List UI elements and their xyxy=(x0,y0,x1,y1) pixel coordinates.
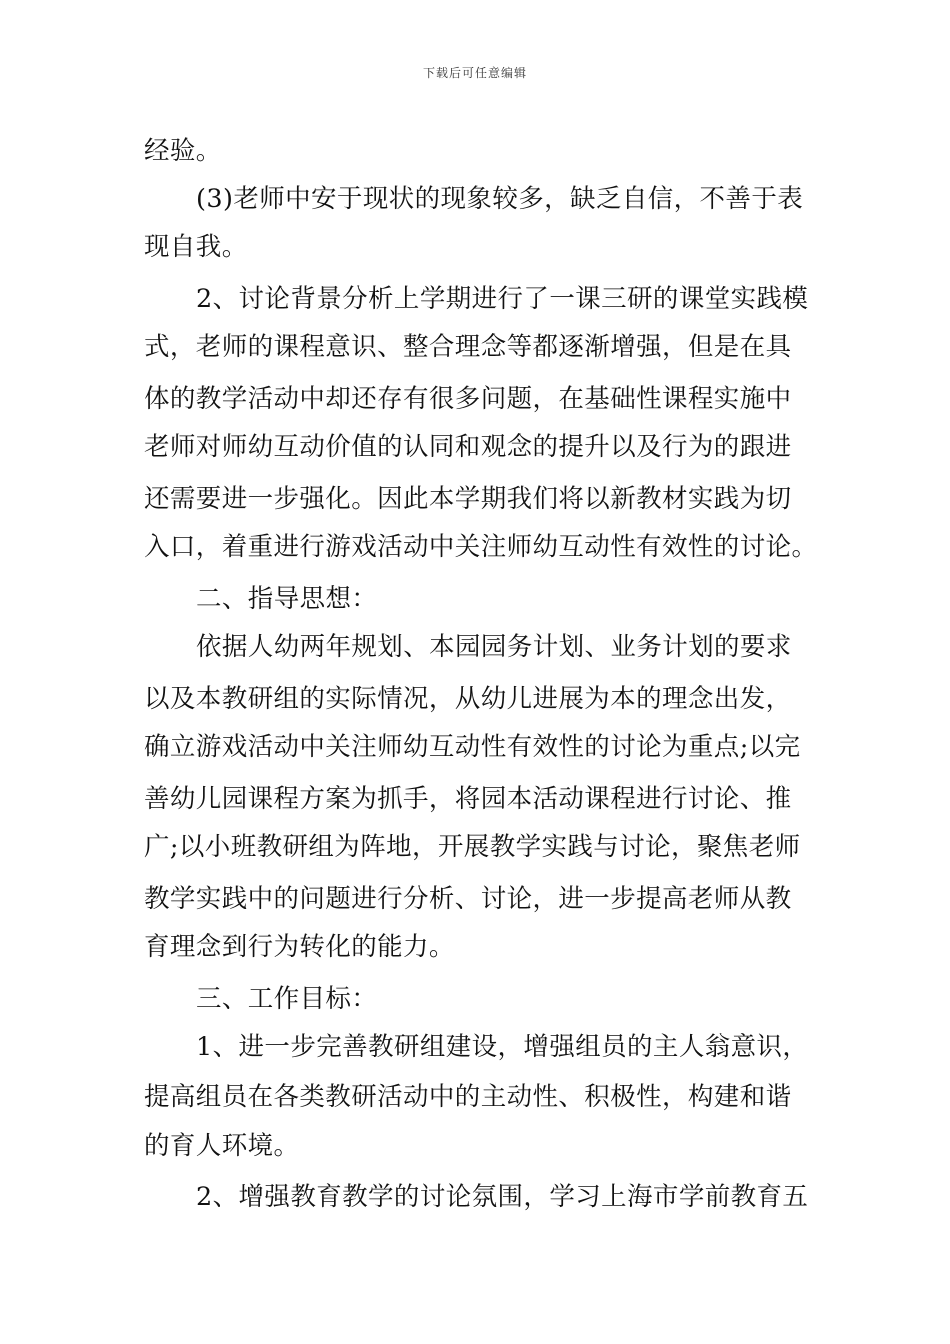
text-line: 育理念到行为转化的能力。 xyxy=(144,932,455,962)
text-line: 2、增强教育教学的讨论氛围，学习上海市学前教育五 xyxy=(196,1182,809,1212)
text-line: 教学实践中的问题进行分析、讨论，进一步提高老师从教 xyxy=(144,884,792,914)
text-line: (3)老师中安于现状的现象较多，缺乏自信，不善于表 xyxy=(196,184,804,214)
text-line: 的育人环境。 xyxy=(144,1131,300,1161)
text-line: 2、讨论背景分析上学期进行了一课三研的课堂实践模 xyxy=(196,284,809,314)
text-line: 式，老师的课程意识、整合理念等都逐渐增强，但是在具 xyxy=(144,332,792,362)
text-line: 经验。 xyxy=(144,136,222,166)
text-line: 现自我。 xyxy=(144,232,248,262)
text-line: 善幼儿园课程方案为抓手，将园本活动课程进行讨论、推 xyxy=(144,784,792,814)
text-line: 入口，着重进行游戏活动中关注师幼互动性有效性的讨论。 xyxy=(144,532,818,562)
text-line: 还需要进一步强化。因此本学期我们将以新教材实践为切 xyxy=(144,484,792,514)
text-line: 确立游戏活动中关注师幼互动性有效性的讨论为重点;以完 xyxy=(144,732,801,762)
section-heading: 三、工作目标： xyxy=(196,984,378,1014)
text-line: 老师对师幼互动价值的认同和观念的提升以及行为的跟进 xyxy=(144,432,792,462)
text-line: 1、进一步完善教研组建设，增强组员的主人翁意识， xyxy=(196,1032,809,1062)
section-heading: 二、指导思想： xyxy=(196,584,378,614)
text-line: 依据人幼两年规划、本园园务计划、业务计划的要求 xyxy=(196,632,792,662)
text-line: 提高组员在各类教研活动中的主动性、积极性，构建和谐 xyxy=(144,1082,792,1112)
text-line: 以及本教研组的实际情况，从幼儿进展为本的理念出发， xyxy=(144,684,792,714)
text-line: 广;以小班教研组为阵地，开展教学实践与讨论，聚焦老师 xyxy=(144,832,801,862)
text-line: 体的教学活动中却还存有很多问题，在基础性课程实施中 xyxy=(144,384,792,414)
page-header: 下载后可任意编辑 xyxy=(422,66,527,80)
